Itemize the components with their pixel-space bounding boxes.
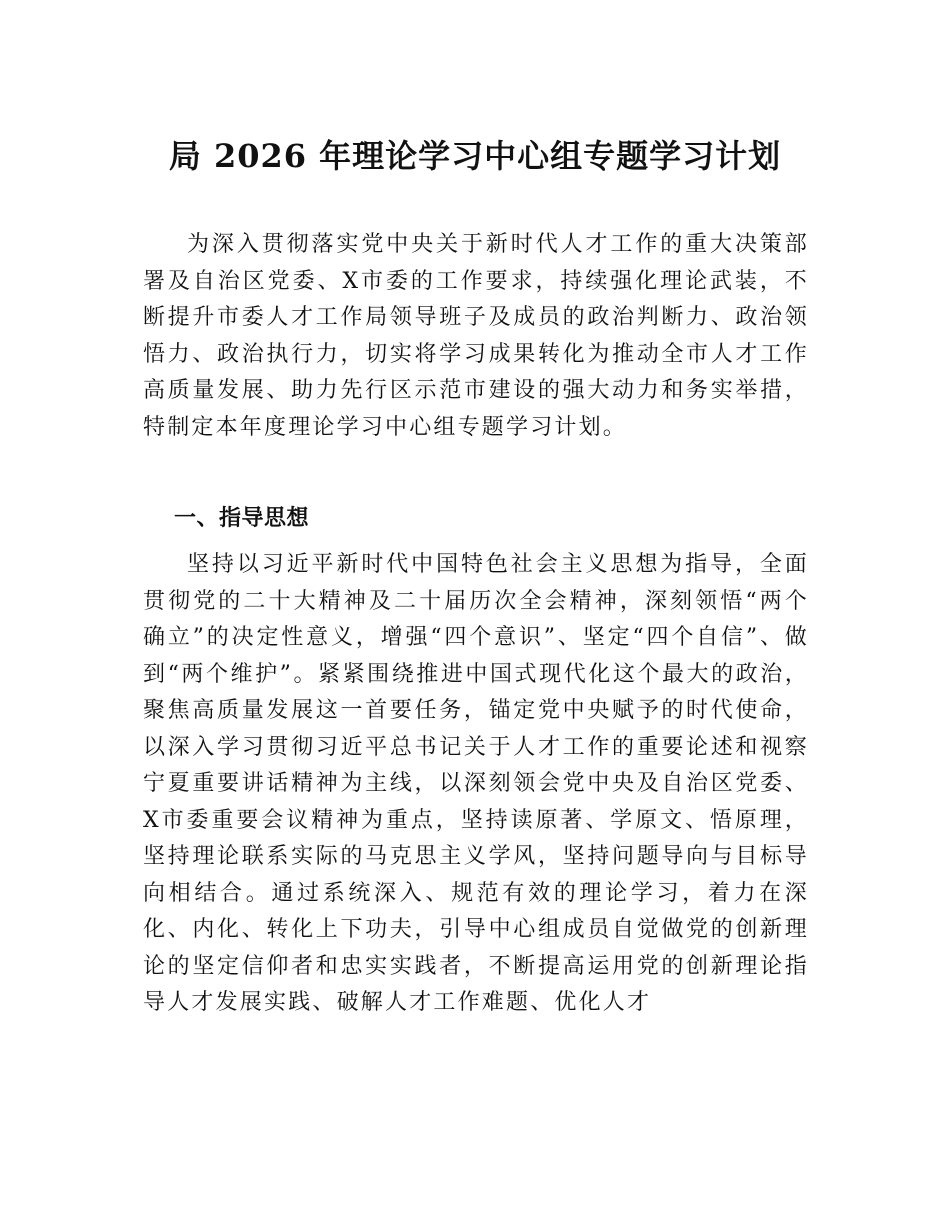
section-heading-guiding-ideology: 一、指导思想 xyxy=(174,506,310,531)
guiding-ideology-paragraph: 坚持以习近平新时代中国特色社会主义思想为指导，全面贯彻党的二十大精神及二十届历次全会精神，深刻领悟“两个确立”的决定性意义，增强“四个意识”、坚定“四个自信”、做到“两个维护”。紧紧围绕推进中国式现代化这个最大的政治，聚焦高质量发展这一首要任务，锚定党中央赋予的时代使命，以深入学习贯彻习近平总书记关于人才工作的重要论述和视察宁夏重要讲话精神为主线，以深刻领会党中央及自治区党委、X市委重要会议精神为重点，坚持读原著、学原文、悟原理，坚持理论联系实际的马克思主义学风，坚持问题导向与目标导向相结合。通过系统深入、规范有效的理论学习，着力在深化、内化、转化上下功夫，引导中心组成员自觉做党的创新理论的坚定信仰者和忠实实践者，不断提高运用党的创新理论指导人才发展实践、破解人才工作难题、优化人才 xyxy=(143,552,809,1015)
document-title: 局 2026 年理论学习中心组专题学习计划 xyxy=(168,137,782,176)
intro-paragraph: 为深入贯彻落实党中央关于新时代人才工作的重大决策部署及自治区党委、X市委的工作要求，持续强化理论武装，不断提升市委人才工作局领导班子及成员的政治判断力、政治领悟力、政治执行力，切实将学习成果转化为推动全市人才工作高质量发展、助力先行区示范市建设的强大动力和务实举措，特制定本年度理论学习中心组专题学习计划。 xyxy=(143,232,809,440)
document-body xyxy=(143,227,809,1022)
